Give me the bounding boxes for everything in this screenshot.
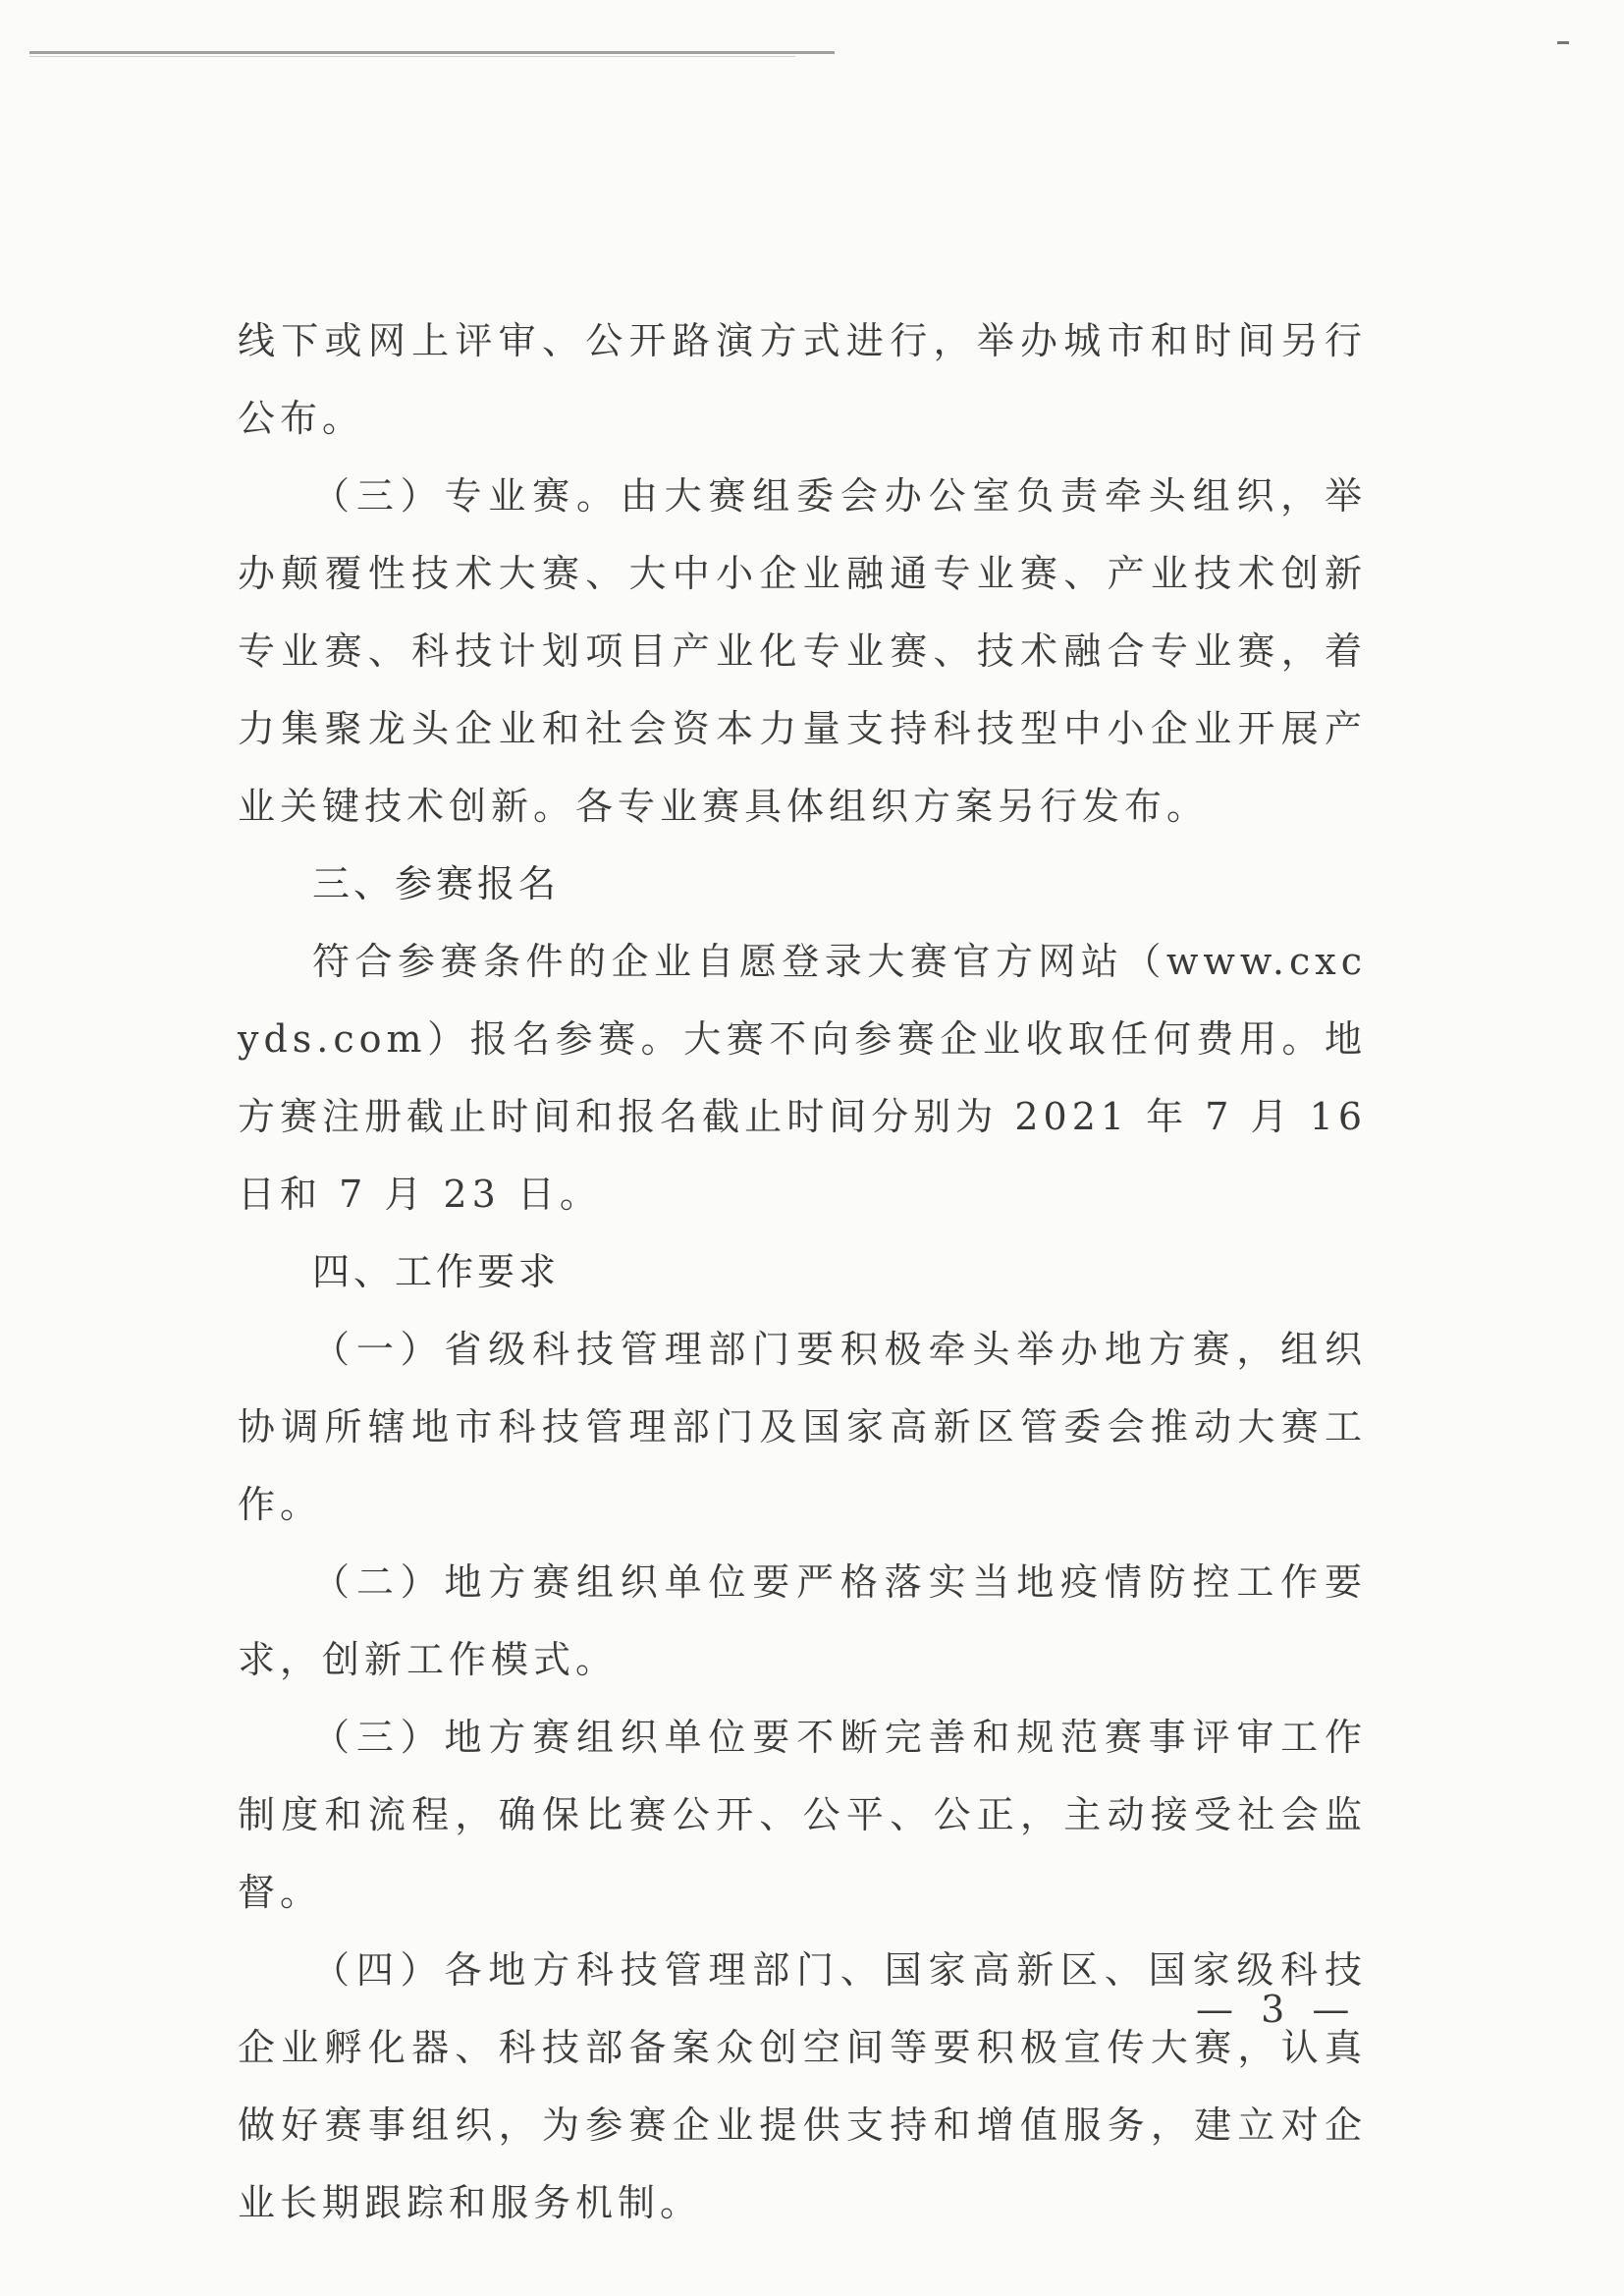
paragraph-continuation: 线下或网上评审、公开路演方式进行，举办城市和时间另行公布。: [238, 319, 1367, 440]
header-rule-secondary: [29, 56, 795, 57]
paragraph-professional-contest: （三）专业赛。由大赛组委会办公室负责牵头组织，举办颠覆性技术大赛、大中小企业融通专业赛、产业技术创新专业赛、科技计划项目产业化专业赛、技术融合专业赛，着力集聚龙头企业和社会资本力量支持科技型中小企业开展产业关键技术创新。各专业赛具体组织方案另行发布。: [238, 474, 1367, 828]
paragraph-requirement-2: （二）地方赛组织单位要严格落实当地疫情防控工作要求，创新工作模式。: [238, 1560, 1367, 1681]
paragraph-requirement-1: （一）省级科技管理部门要积极牵头举办地方赛，组织协调所辖地市科技管理部门及国家高新区管委会推动大赛工作。: [238, 1328, 1367, 1526]
section-heading-registration: 三、参赛报名: [312, 862, 561, 905]
document-body: [238, 302, 1367, 2242]
paragraph-requirement-4: （四）各地方科技管理部门、国家高新区、国家级科技企业孵化器、科技部备案众创空间等要积极宣传大赛，认真做好赛事组织，为参赛企业提供支持和增值服务，建立对企业长期跟踪和服务机制。: [238, 1948, 1367, 2224]
header-rule: [29, 51, 835, 54]
section-heading-requirements: 四、工作要求: [312, 1250, 561, 1293]
corner-mark: [1557, 41, 1569, 44]
paragraph-registration: 符合参赛条件的企业自愿登录大赛官方网站（www.cxcyds.com）报名参赛。大赛不向参赛企业收取任何费用。地方赛注册截止时间和报名截止时间分别为 2021 年 7 月 16 日和 7 月 23 日。: [238, 940, 1367, 1216]
paragraph-requirement-3: （三）地方赛组织单位要不断完善和规范赛事评审工作制度和流程，确保比赛公开、公平、公正，主动接受社会监督。: [238, 1716, 1367, 1914]
page-number: — 3 —: [1196, 1988, 1358, 2031]
